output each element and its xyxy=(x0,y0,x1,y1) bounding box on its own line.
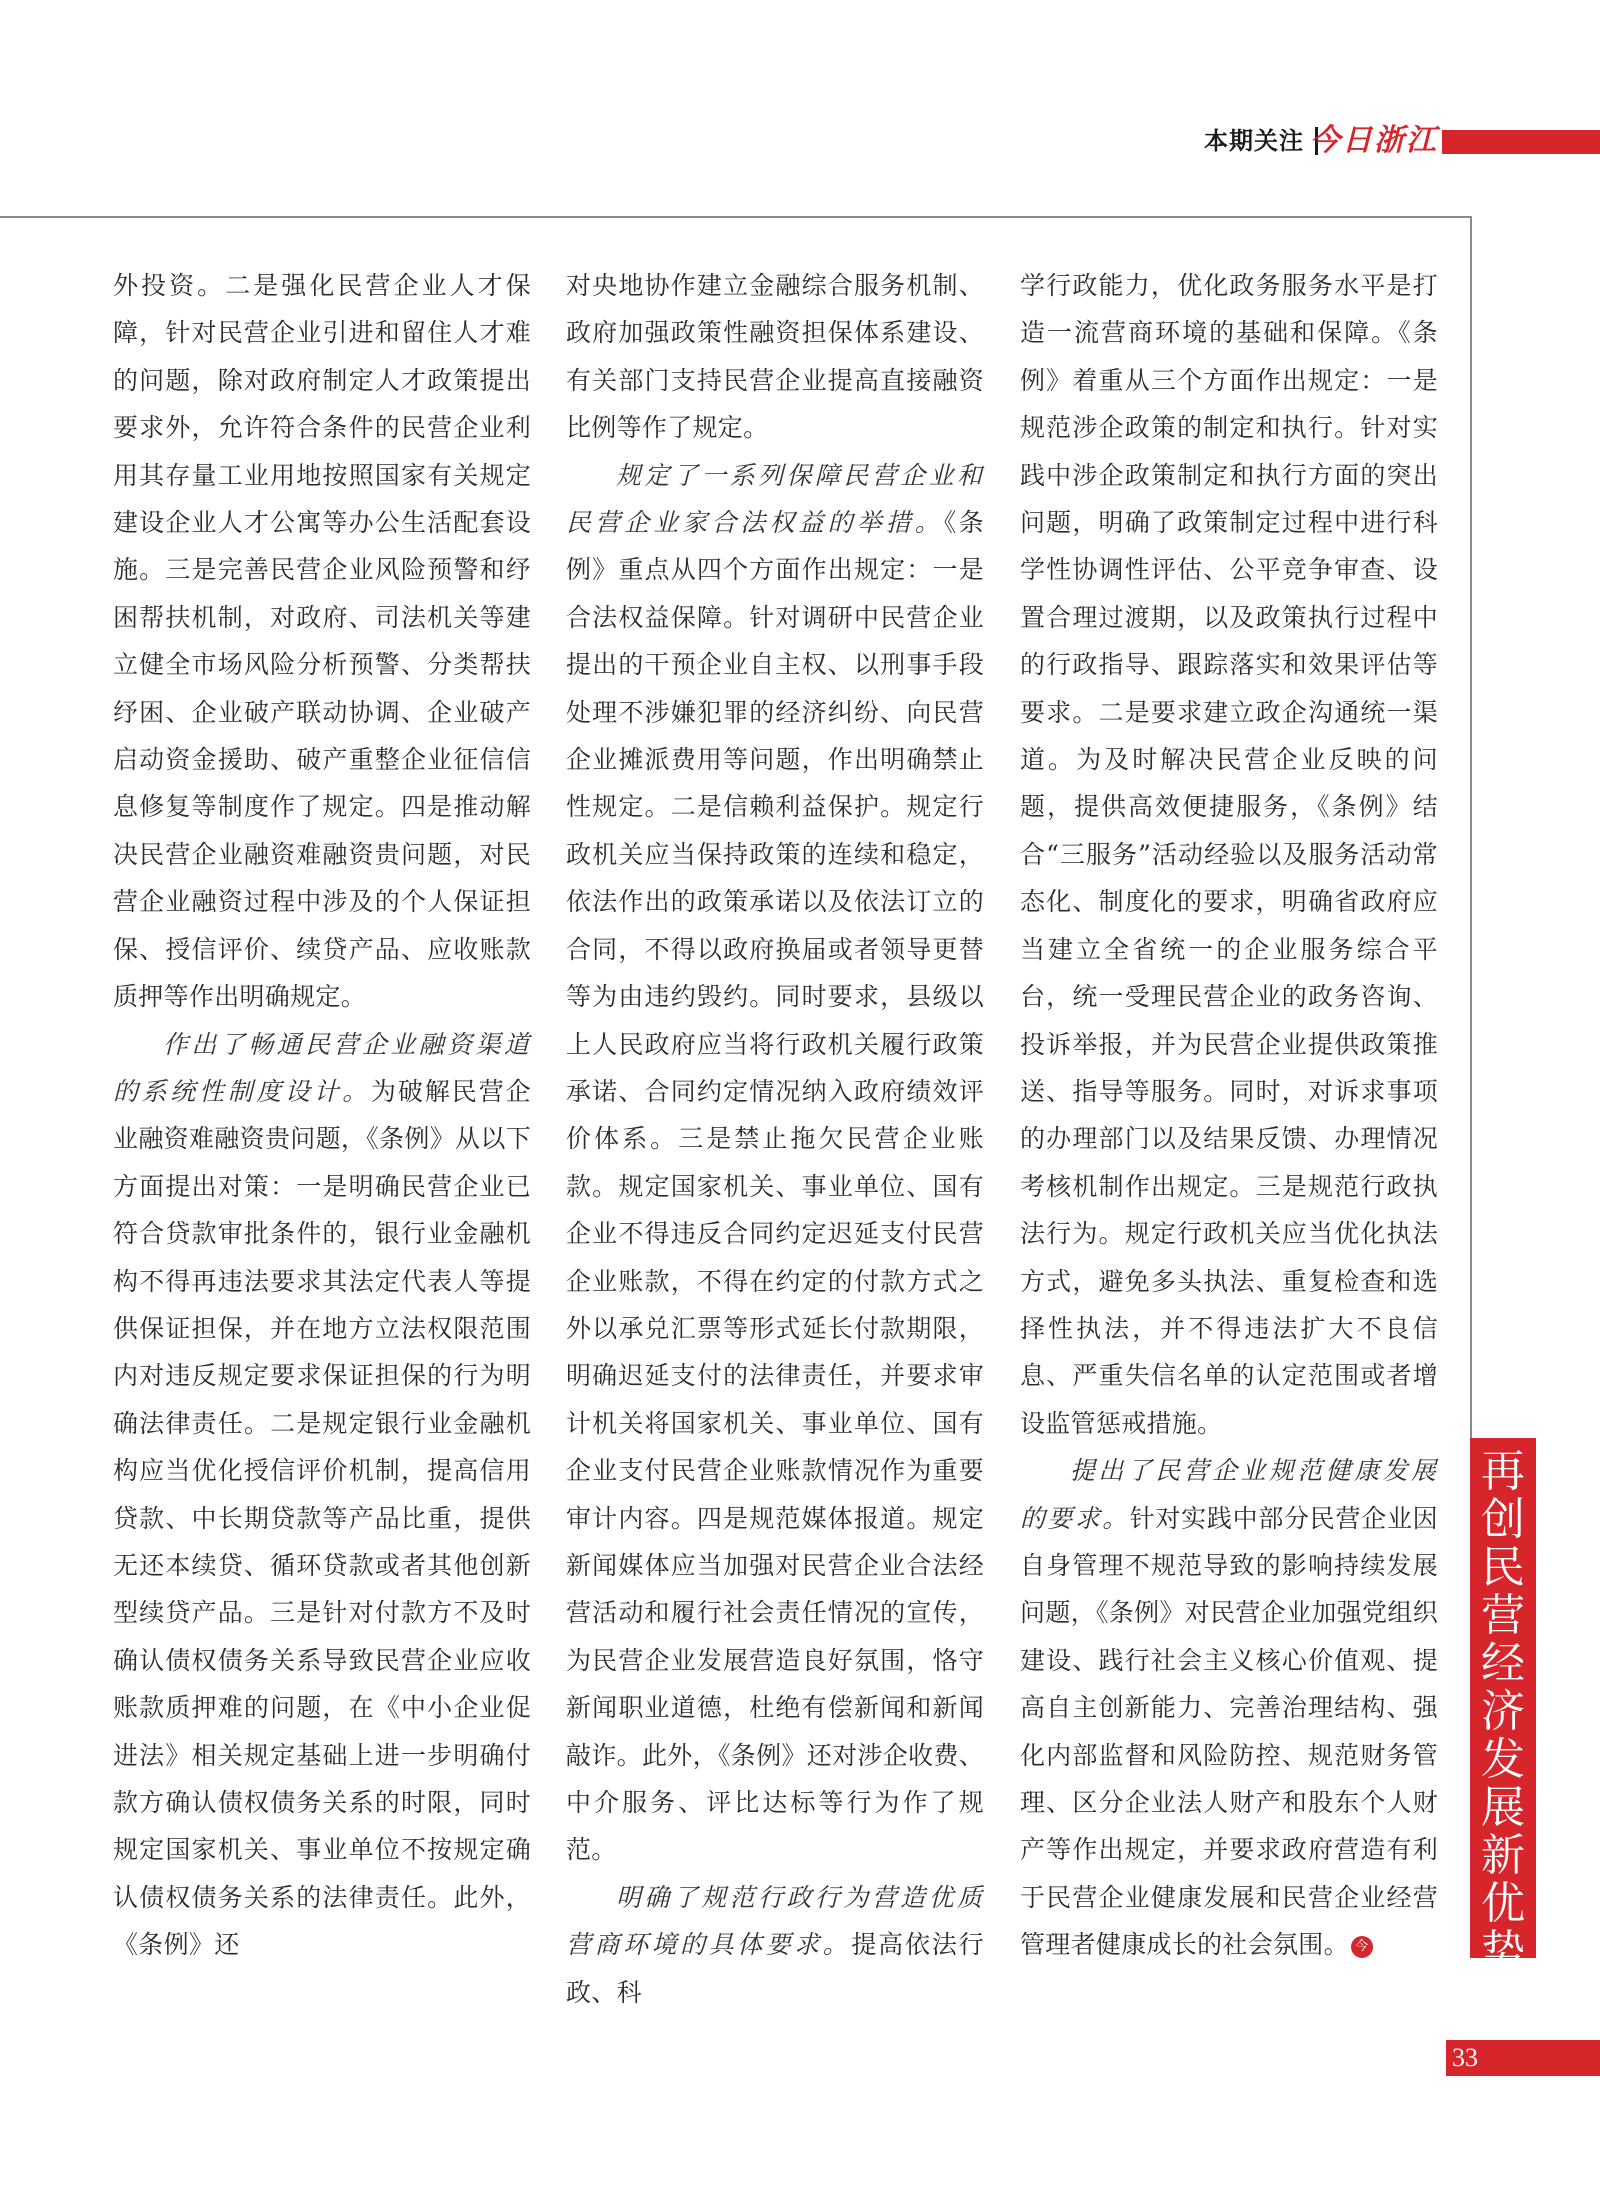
magazine-logo: 今日浙江 xyxy=(1310,123,1438,158)
page-header xyxy=(0,124,1600,158)
side-title-char: 民 xyxy=(1481,1542,1525,1593)
side-title-char: 营 xyxy=(1481,1590,1525,1641)
paragraph-text: 针对实践中部分民营企业因自身管理不规范导致的影响持续发展问题，《条例》对民营企业加强党组织建设、践行社会主义核心价值观、提高自主创新能力、完善治理结构、强化内部监督和风险防控、规范财务管理、区分企业法人财产和股东个人财产等作出规定，并要求政府营造有利于民营企业健康发展和民营企业经营管理者健康成长的社会氛围。 xyxy=(1020,1503,1438,1960)
paragraph xyxy=(1020,1447,1438,1968)
paragraph-text: 提高依法行政、科 xyxy=(566,1930,984,2007)
paragraph-text: 为破解民营企业融资难融资贵问题，《条例》从以下方面提出对策：一是明确民营企业已符合贷款审批条件的，银行业金融机构不得再违法要求其法定代表人等提供保证担保，并在地方立法权限范围内对违反规定要求保证担保的行为明确法律责任。二是规定银行业金融机构应当优化授信评价机制，提高信用贷款、中长期贷款等产品比重，提供无还本续贷、循环贷款或者其他创新型续贷产品。三是针对付款方不及时确认债权债务关系导致民营企业应收账款质押难的问题，在《中小企业促进法》相关规定基础上进一步明确付款方确认债权债务关系的时限，同时规定国家机关、事业单位不按规定确认债权债务关系的法律责任。此外，《条例》还 xyxy=(113,1076,531,1960)
paragraph xyxy=(1020,262,1438,1447)
side-title-char: 创 xyxy=(1481,1494,1525,1545)
side-title xyxy=(1470,1438,1536,1977)
paragraph xyxy=(113,262,531,1021)
paragraph-text: 外投资。二是强化民营企业人才保障，针对民营企业引进和留住人才难的问题，除对政府制定人才政策提出要求外，允许符合条件的民营企业利用其存量工业用地按照国家有关规定建设企业人才公寓等办公生活配套设施。三是完善民营企业风险预警和纾困帮扶机制，对政府、司法机关等建立健全市场风险分析预警、分类帮扶纾困、企业破产联动协调、企业破产启动资金援助、破产重整企业征信信息修复等制度作了规定。四是推动解决民营企业融资难融资贵问题，对民营企业融资过程中涉及的个人保证担保、授信评价、续贷产品、应收账款质押等作出明确规定。 xyxy=(113,271,531,1012)
paragraph-text: 学行政能力，优化政务服务水平是打造一流营商环境的基础和保障。《条例》着重从三个方面作出规定：一是规范涉企政策的制定和执行。针对实践中涉企政策制定和执行方面的突出问题，明确了政策制定过程中进行科学性协调性评估、公平竞争审查、设置合理过渡期，以及政策执行过程中的行政指导、跟踪落实和效果评估等要求。二是要求建立政企沟通统一渠道。为及时解决民营企业反映的问题，提供高效便捷服务，《条例》结合“三服务”活动经验以及服务活动常态化、制度化的要求，明确省政府应当建立全省统一的企业服务综合平台，统一受理民营企业的政务咨询、投诉举报，并为民营企业提供政策推送、指导等服务。同时，对诉求事项的办理部门以及结果反馈、办理情况考核机制作出规定。三是规范行政执法行为。规定行政机关应当优化执法方式，避免多头执法、重复检查和选择性执法，并不得违法扩大不良信息、严重失信名单的认定范围或者增设监管惩戒措施。 xyxy=(1020,271,1438,1438)
paragraph xyxy=(566,262,984,452)
side-title-char: 势 xyxy=(1481,1926,1525,1977)
text-column-1 xyxy=(113,262,531,1960)
article-body xyxy=(113,262,1438,2007)
paragraph-text: 《条例》重点从四个方面作出规定：一是合法权益保障。针对调研中民营企业提出的干预企业自主权、以刑事手段处理不涉嫌犯罪的经济纠纷、向民营企业摊派费用等问题，作出明确禁止性规定。二是信赖利益保护。规定行政机关应当保持政策的连续和稳定，依法作出的政策承诺以及依法订立的合同，不得以政府换届或者领导更替等为由违约毁约。同时要求，县级以上人民政府应当将行政机关履行政策承诺、合同约定情况纳入政府绩效评价体系。三是禁止拖欠民营企业账款。规定国家机关、事业单位、国有企业不得违反合同约定迟延支付民营企业账款，不得在约定的付款方式之外以承兑汇票等形式延长付款期限，明确迟延支付的法律责任，并要求审计机关将国家机关、事业单位、国有企业支付民营企业账款情况作为重要审计内容。四是规范媒体报道。规定新闻媒体应当加强对民营企业合法经营活动和履行社会责任情况的宣传，为民营企业发展营造良好氛围，恪守新闻职业道德，杜绝有偿新闻和新闻敲诈。此外，《条例》还对涉企收费、中介服务、评比达标等行为作了规范。 xyxy=(566,508,984,1865)
side-title-char: 再 xyxy=(1481,1446,1525,1497)
paragraph xyxy=(566,452,984,1874)
header-accent-bar xyxy=(1442,130,1600,154)
paragraph xyxy=(113,1021,531,1969)
section-label: 本期关注 xyxy=(1204,127,1304,155)
side-title-char: 经 xyxy=(1481,1638,1525,1689)
side-title-char: 新 xyxy=(1481,1830,1525,1881)
frame-top-rule xyxy=(0,216,1472,218)
side-title-char: 优 xyxy=(1481,1878,1525,1929)
page-number: 33 xyxy=(1446,2040,1600,2076)
side-title-char: 济 xyxy=(1481,1686,1525,1737)
side-title-char: 展 xyxy=(1481,1782,1525,1833)
paragraph-lead: 规定了一系列保障民营企业和民营企业家合法权益的举措。 xyxy=(566,460,984,538)
text-column-2 xyxy=(566,262,984,2007)
paragraph xyxy=(566,1874,984,2016)
text-column-3 xyxy=(1020,262,1438,1960)
paragraph-lead: 明确了规范行政行为营造优质营商环境的具体要求。 xyxy=(566,1882,984,1960)
paragraph-lead: 提出了民营企业规范健康发展的要求。 xyxy=(1020,1456,1438,1533)
paragraph-text: 对央地协作建立金融综合服务机制、政府加强政策性融资担保体系建设、有关部门支持民营企业提高直接融资比例等作了规定。 xyxy=(566,271,984,443)
paragraph-lead: 作出了畅通民营企业融资渠道的系统性制度设计。 xyxy=(113,1029,531,1106)
end-mark-icon: 今 xyxy=(1351,1936,1373,1958)
side-title-char: 发 xyxy=(1481,1734,1525,1785)
